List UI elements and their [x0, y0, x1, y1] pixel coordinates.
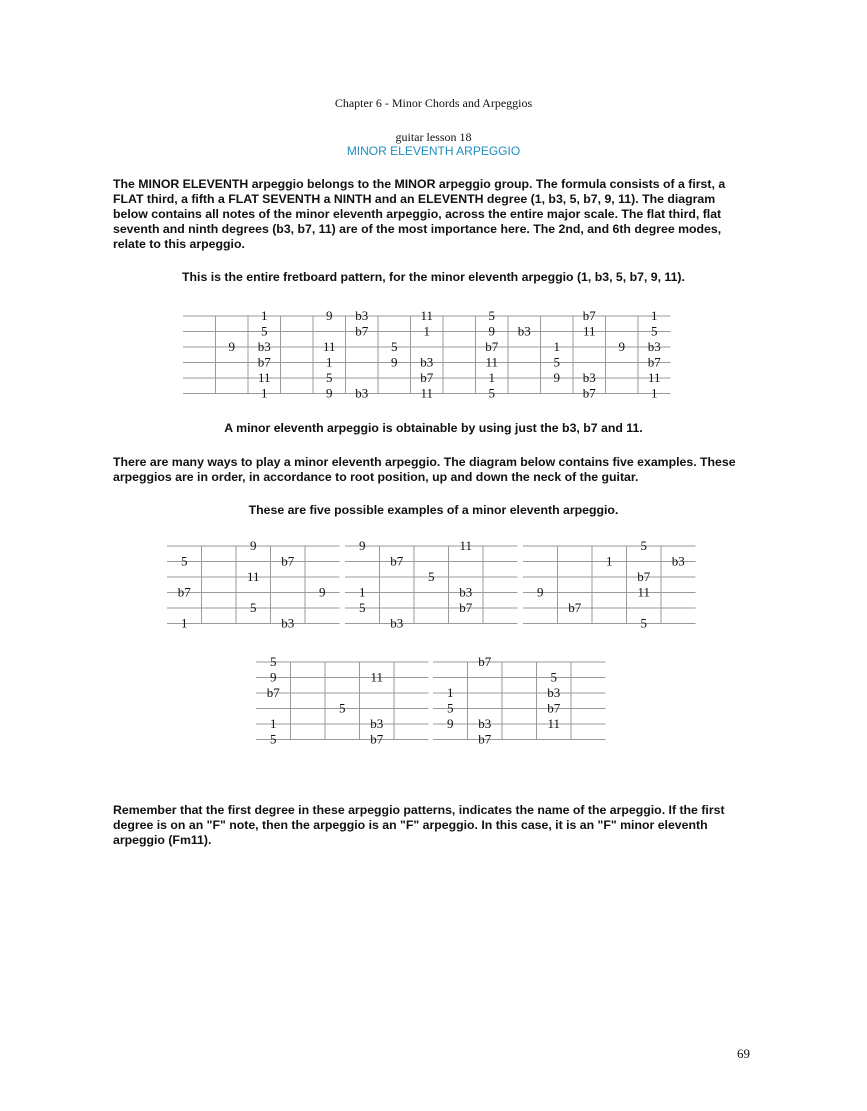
fret-note: 9 [326, 308, 333, 323]
full-fretboard-diagram [183, 308, 683, 401]
fret-note: 11 [647, 370, 661, 385]
five-examples-caption: These are five possible examples of a minor eleventh arpeggio. [248, 503, 619, 517]
fret-note: 11 [370, 669, 384, 685]
fret-note: 9 [270, 669, 277, 685]
fret-note: 1 [261, 385, 268, 401]
fret-note: b3 [370, 716, 384, 731]
page-number: 69 [737, 1046, 750, 1061]
fret-note: b7 [257, 354, 271, 370]
obtainable-caption: A minor eleventh arpeggio is obtainable by using just the b3, b7 and 11. [224, 421, 643, 435]
fret-note: 9 [359, 538, 366, 553]
fret-note: 5 [640, 615, 647, 631]
lesson-label: guitar lesson 18 [395, 130, 472, 144]
fret-note: 1 [651, 308, 658, 323]
fret-note: b3 [647, 339, 661, 354]
fret-note: 11 [582, 323, 596, 339]
fret-note: 11 [257, 370, 271, 385]
fret-note: b7 [568, 600, 582, 615]
fret-note: 9 [447, 716, 454, 731]
fret-note: 9 [618, 339, 625, 354]
fret-note: b3 [390, 615, 404, 631]
fret-note: b3 [671, 553, 685, 569]
fret-note: b7 [478, 731, 492, 747]
fret-note: b7 [485, 339, 499, 354]
fret-note: 9 [228, 339, 235, 354]
fret-note: b7 [637, 569, 651, 584]
fret-note: 1 [447, 685, 454, 700]
fret-note: b7 [370, 731, 384, 747]
fret-note: 11 [637, 584, 651, 600]
fret-note: b7 [582, 385, 596, 401]
example-fretboard-5 [433, 654, 608, 747]
fret-note: 5 [651, 323, 658, 339]
fret-note: 1 [261, 308, 268, 323]
fret-note: 5 [326, 370, 333, 385]
fret-note: b3 [459, 584, 473, 600]
fret-note: b3 [478, 716, 492, 731]
fret-note: b3 [355, 308, 369, 323]
fret-note: b7 [390, 553, 404, 569]
fret-note: 1 [488, 370, 495, 385]
fret-note: 9 [488, 323, 495, 339]
fret-note: b7 [355, 323, 369, 339]
fret-note: 11 [420, 308, 434, 323]
fret-note: 1 [553, 339, 560, 354]
chapter-heading: Chapter 6 - Minor Chords and Arpeggios [334, 96, 533, 110]
fret-note: 5 [640, 538, 647, 553]
fret-note: 1 [606, 553, 613, 569]
fret-note: 9 [326, 385, 333, 401]
fret-note: 5 [270, 731, 277, 747]
fret-note: 11 [547, 716, 561, 731]
fret-note: 5 [359, 600, 366, 615]
fret-note: 1 [326, 354, 333, 370]
fret-note: b3 [281, 615, 295, 631]
fret-note: 9 [537, 584, 544, 600]
intro-paragraph: The MINOR ELEVENTH arpeggio belongs to the MINOR arpeggio group. The formula consists of a first, a FLAT third, a fifth a FLAT SEVENTH a NINTH and an ELEVENTH degree (1, b3, 5, b7, 9, 11). The diagram below contains all notes of the minor eleventh arpeggio, across the entire major scale. The flat third, flat seventh and ninth degrees (b3, b7, 11) are of the most importance here. The 2nd, and 6th degree modes, relate to this arpeggio. [113, 177, 726, 251]
fret-note: 9 [319, 584, 326, 600]
fret-note: 5 [261, 323, 268, 339]
fret-note: b7 [177, 584, 191, 600]
fret-note: b7 [266, 685, 280, 700]
fret-note: 5 [339, 700, 346, 716]
lesson-title: MINOR ELEVENTH ARPEGGIO [346, 144, 521, 158]
fret-note: 11 [246, 569, 260, 584]
fret-note: 11 [485, 354, 499, 370]
fret-note: 11 [459, 538, 473, 553]
example-fretboard-1 [167, 538, 342, 631]
fret-note: 5 [488, 385, 495, 401]
fret-note: 5 [447, 700, 454, 716]
example-fretboard-4 [256, 654, 431, 747]
fret-note: 9 [553, 370, 560, 385]
fret-note: 9 [391, 354, 398, 370]
fret-note: 11 [322, 339, 336, 354]
fret-note: b7 [582, 308, 596, 323]
fret-note: 5 [270, 654, 277, 669]
fret-note: b3 [257, 339, 271, 354]
fret-note: 5 [391, 339, 398, 354]
fret-note: b7 [647, 354, 661, 370]
fret-note: 1 [181, 615, 188, 631]
fret-note: 5 [250, 600, 257, 615]
remember-paragraph: Remember that the first degree in these arpeggio patterns, indicates the name of the arpeggio. If the first degree is on an "F" note, then the arpeggio is an "F" arpeggio. In this case, it is an "F" minor eleventh arpeggio (Fm11). [113, 803, 725, 847]
fret-note: 5 [428, 569, 435, 584]
fret-note: b3 [547, 685, 561, 700]
fret-note: 5 [553, 354, 560, 370]
fret-note: 5 [488, 308, 495, 323]
fret-note: b3 [420, 354, 434, 370]
fret-note: b7 [420, 370, 434, 385]
fret-note: 1 [651, 385, 658, 401]
fret-note: b7 [478, 654, 492, 669]
fret-note: 5 [181, 553, 188, 569]
fret-note: b7 [281, 553, 295, 569]
fret-note: 1 [359, 584, 366, 600]
fret-note: b3 [355, 385, 369, 401]
fret-note: 1 [423, 323, 430, 339]
fret-note: 1 [270, 716, 277, 731]
fret-note: b3 [582, 370, 596, 385]
fret-note: 9 [250, 538, 257, 553]
fret-note: b7 [459, 600, 473, 615]
example-fretboard-2 [345, 538, 520, 631]
example-fretboard-3 [523, 538, 698, 631]
fret-note: b3 [517, 323, 531, 339]
full-fretboard-caption: This is the entire fretboard pattern, for the minor eleventh arpeggio (1, b3, 5, b7, 9, 11). [182, 270, 685, 284]
fret-note: 5 [550, 669, 557, 685]
many-ways-paragraph: There are many ways to play a minor eleventh arpeggio. The diagram below contains five examples. These arpeggios are in order, in accordance to root position, up and down the neck of the guitar. [113, 455, 736, 484]
fret-note: b7 [547, 700, 561, 716]
fret-note: 11 [420, 385, 434, 401]
